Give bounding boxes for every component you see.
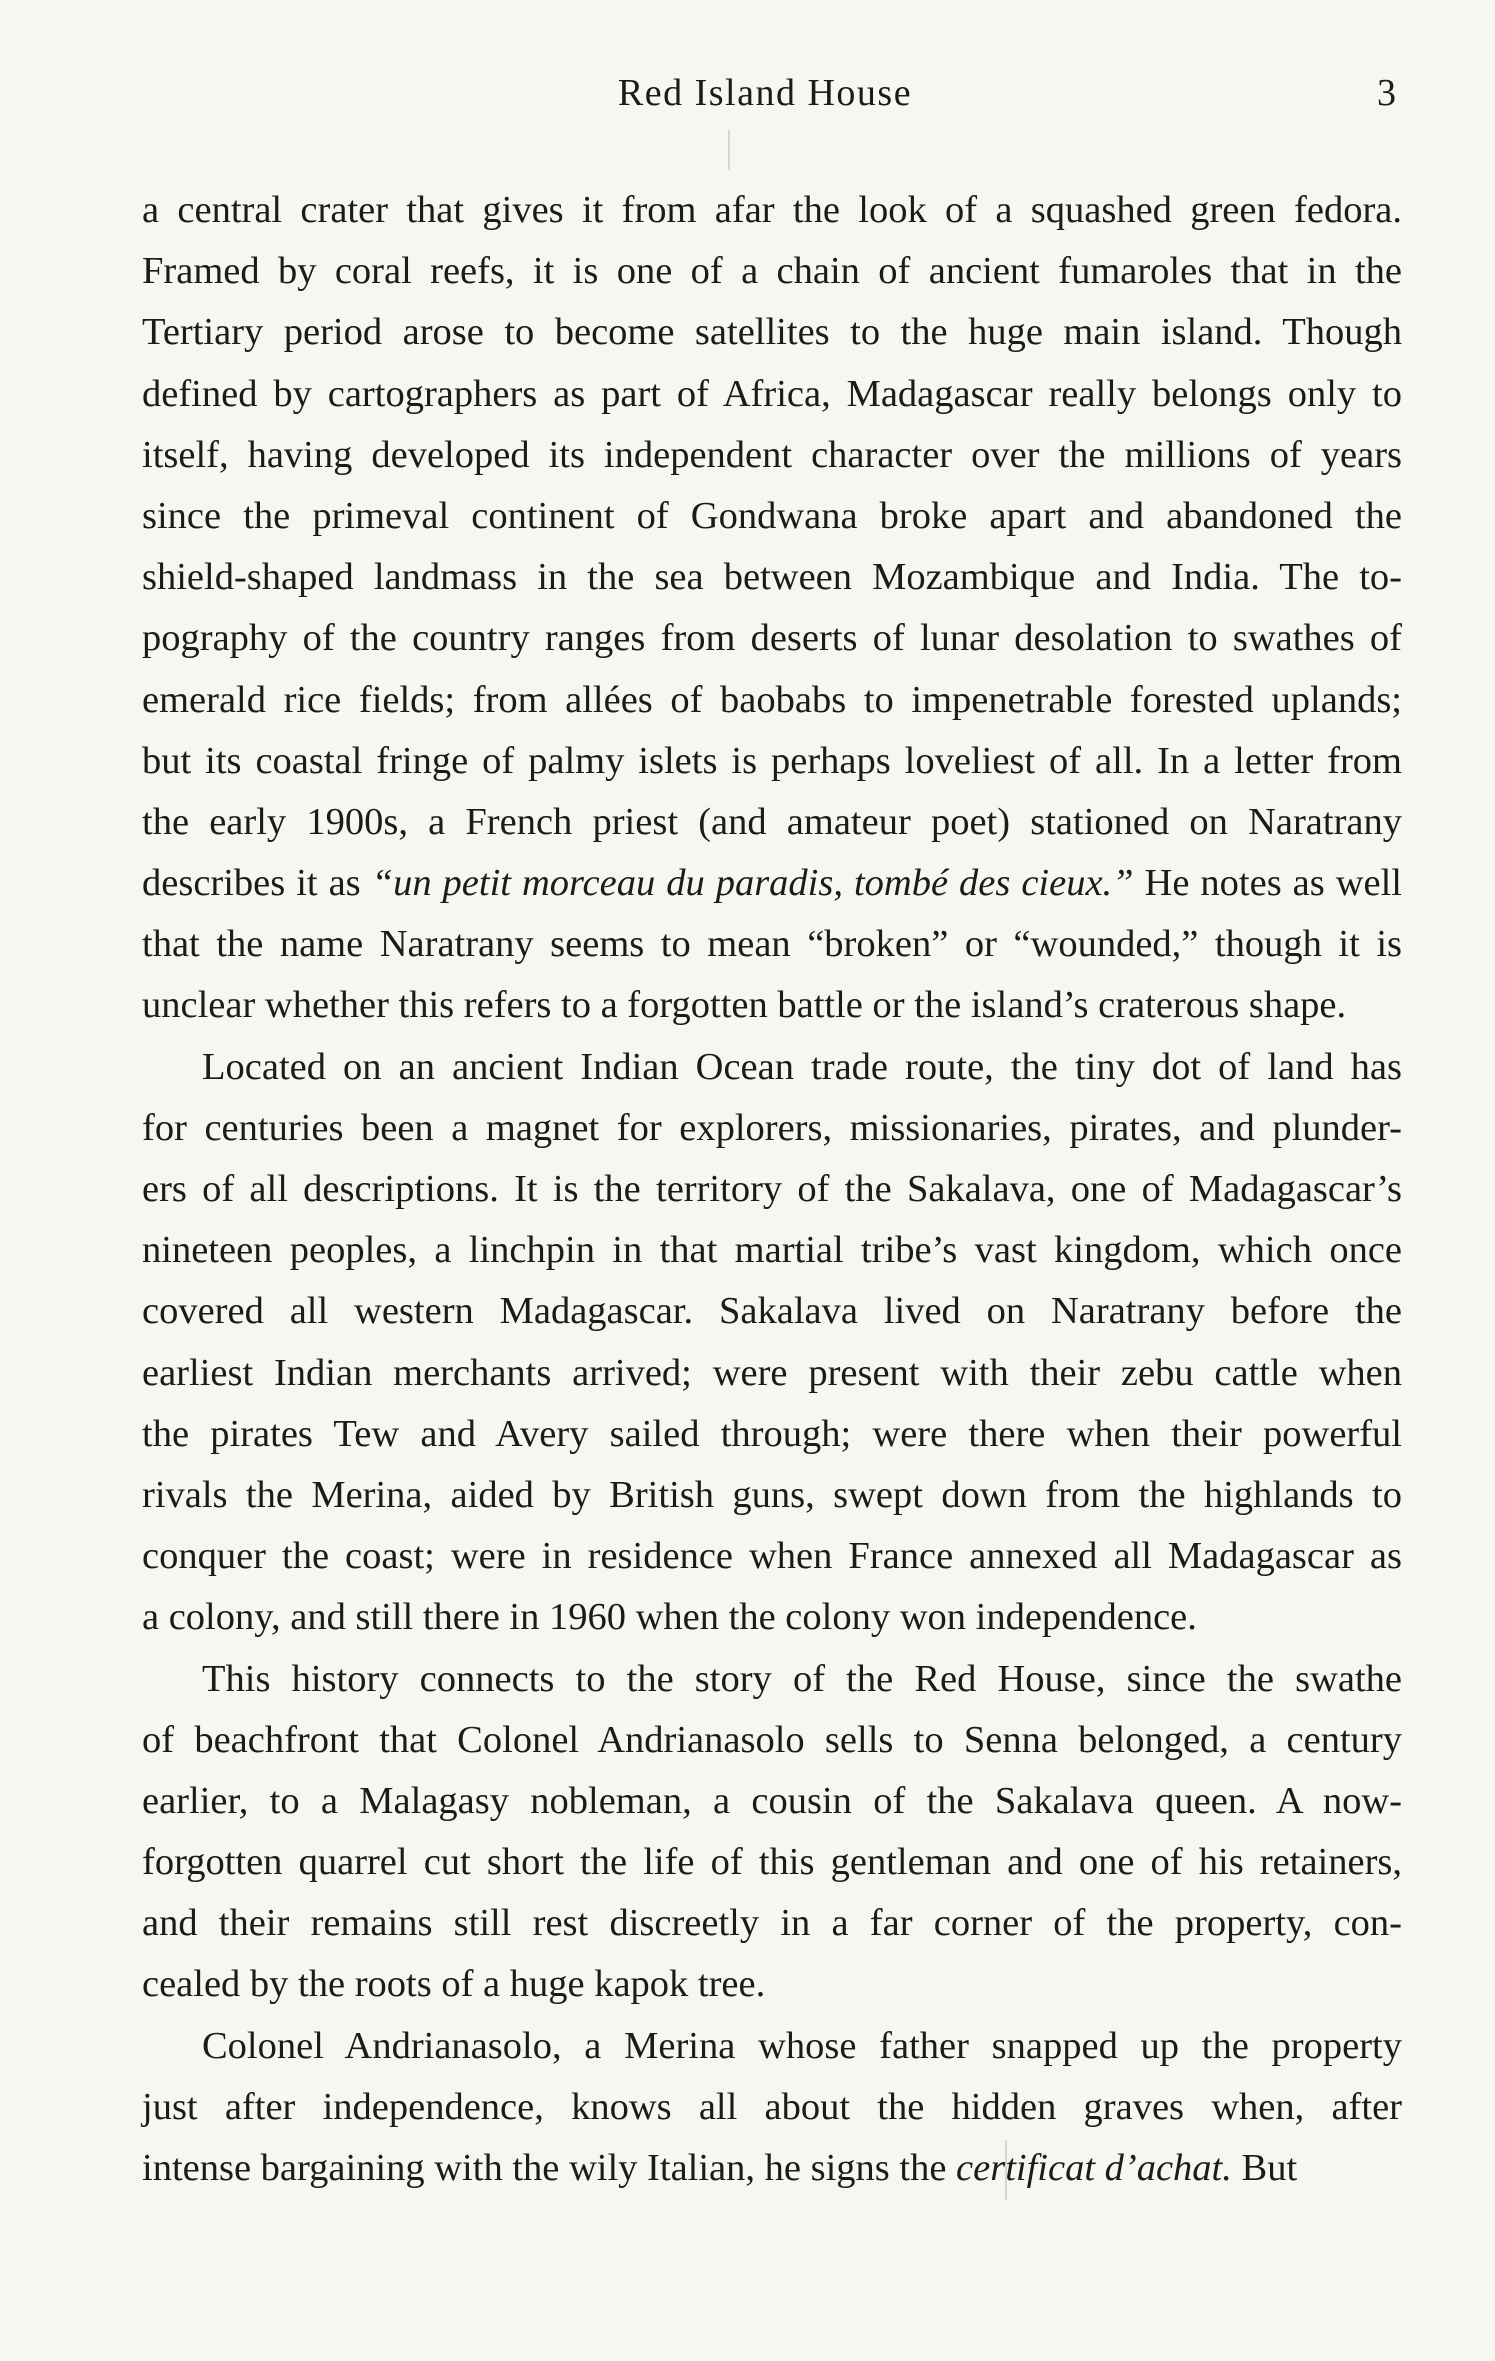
text-run: earliest Indian merchants arrived; were present with their zebu cattle when <box>142 1351 1402 1394</box>
text-line <box>142 1159 1402 1220</box>
text-run: Tertiary period arose to become satellites to the huge main island. Though <box>142 311 1402 354</box>
body-text <box>142 180 1402 2199</box>
text-line <box>142 1098 1402 1159</box>
text-line <box>142 1404 1402 1465</box>
text-run: describes it as <box>142 862 372 905</box>
paragraph <box>142 1037 1402 1649</box>
text-run: unclear whether this refers to a forgotten battle or the island’s craterous shape. <box>142 984 1347 1027</box>
text-run: since the primeval continent of Gondwana broke apart and abandoned the <box>142 494 1402 537</box>
paragraph <box>142 2016 1402 2200</box>
text-line <box>142 2016 1402 2077</box>
text-line <box>142 1649 1402 1710</box>
text-line <box>142 241 1402 302</box>
text-run: rivals the Merina, aided by British guns, swept down from the highlands to <box>142 1473 1402 1516</box>
text-line <box>142 1526 1402 1587</box>
text-run: conquer the coast; were in residence when France annexed all Madagascar as <box>142 1535 1402 1578</box>
text-run: a central crater that gives it from afar the look of a squashed green fedora. <box>142 189 1402 231</box>
text-run: itself, having developed its independent character over the millions of years <box>142 433 1402 476</box>
text-run: shield-shaped landmass in the sea between Mozambique and India. The to- <box>142 556 1402 599</box>
text-run: Colonel Andrianasolo, a Merina whose father snapped up the property <box>202 2024 1402 2067</box>
text-line <box>142 302 1402 363</box>
text-run: but its coastal fringe of palmy islets is perhaps loveliest of all. In a letter from <box>142 739 1402 782</box>
text-run: emerald rice fields; from allées of baobabs to impenetrable forested uplands; <box>142 678 1402 721</box>
running-head <box>0 68 1495 118</box>
text-line <box>142 1343 1402 1404</box>
text-run: the pirates Tew and Avery sailed through; were there when their powerful <box>142 1412 1402 1455</box>
text-line <box>142 180 1402 241</box>
text-run: nineteen peoples, a linchpin in that martial tribe’s vast kingdom, which once <box>142 1229 1402 1272</box>
text-line <box>142 364 1402 425</box>
text-line <box>142 731 1402 792</box>
text-line <box>142 670 1402 731</box>
text-run: that the name Naratrany seems to mean “broken” or “wounded,” though it is <box>142 923 1402 966</box>
text-run: just after independence, knows all about the hidden graves when, after <box>142 2085 1402 2128</box>
text-run: a colony, and still there in 1960 when the colony won independence. <box>142 1596 1197 1639</box>
text-run: Framed by coral reefs, it is one of a chain of ancient fumaroles that in the <box>142 250 1402 293</box>
text-run: He notes as well <box>1133 862 1403 905</box>
text-run: defined by cartographers as part of Africa, Madagascar really belongs only to <box>142 372 1402 415</box>
text-run: intense bargaining with the wily Italian, he signs the <box>142 2147 957 2189</box>
paragraph <box>142 180 1402 1037</box>
italic-phrase: “un petit morceau du paradis, tombé des cieux.” <box>371 862 1134 905</box>
text-run: forgotten quarrel cut short the life of this gentleman and one of his retainers, <box>142 1841 1402 1884</box>
page-number: 3 <box>1377 72 1396 114</box>
paragraph <box>142 1649 1402 2016</box>
paper-crease-mark <box>728 130 730 170</box>
text-line <box>142 1587 1402 1648</box>
text-run: Located on an ancient Indian Ocean trade route, the tiny dot of land has <box>202 1045 1402 1088</box>
text-line <box>142 975 1402 1036</box>
text-line <box>142 1954 1402 2015</box>
text-run: But <box>1231 2147 1298 2189</box>
text-line <box>142 853 1402 914</box>
text-line <box>142 1771 1402 1832</box>
text-run: cealed by the roots of a huge kapok tree. <box>142 1963 766 2006</box>
text-line <box>142 1710 1402 1771</box>
text-run: earlier, to a Malagasy nobleman, a cousin of the Sakalava queen. A now- <box>142 1779 1402 1822</box>
text-line <box>142 1281 1402 1342</box>
text-line <box>142 2138 1402 2199</box>
text-run: covered all western Madagascar. Sakalava lived on Naratrany before the <box>142 1290 1402 1333</box>
text-line <box>142 1220 1402 1281</box>
text-run: the early 1900s, a French priest (and amateur poet) stationed on Naratrany <box>142 800 1402 843</box>
text-line <box>142 792 1402 853</box>
italic-phrase: certificat d’achat. <box>956 2147 1232 2189</box>
text-run: and their remains still rest discreetly in a far corner of the property, con- <box>142 1902 1402 1945</box>
text-line <box>142 486 1402 547</box>
running-title: Red Island House <box>617 72 913 114</box>
text-line <box>142 608 1402 669</box>
text-line <box>142 425 1402 486</box>
text-line <box>142 1037 1402 1098</box>
text-line <box>142 1832 1402 1893</box>
text-run: of beachfront that Colonel Andrianasolo sells to Senna belonged, a century <box>142 1718 1402 1761</box>
text-line <box>142 1893 1402 1954</box>
text-run: pography of the country ranges from deserts of lunar desolation to swathes of <box>142 617 1402 660</box>
text-run: for centuries been a magnet for explorers, missionaries, pirates, and plunder- <box>142 1106 1402 1149</box>
text-line <box>142 914 1402 975</box>
text-line <box>142 547 1402 608</box>
text-line <box>142 2077 1402 2138</box>
text-run: This history connects to the story of the Red House, since the swathe <box>202 1657 1402 1700</box>
text-line <box>142 1465 1402 1526</box>
text-run: ers of all descriptions. It is the territory of the Sakalava, one of Madagascar’s <box>142 1168 1402 1210</box>
